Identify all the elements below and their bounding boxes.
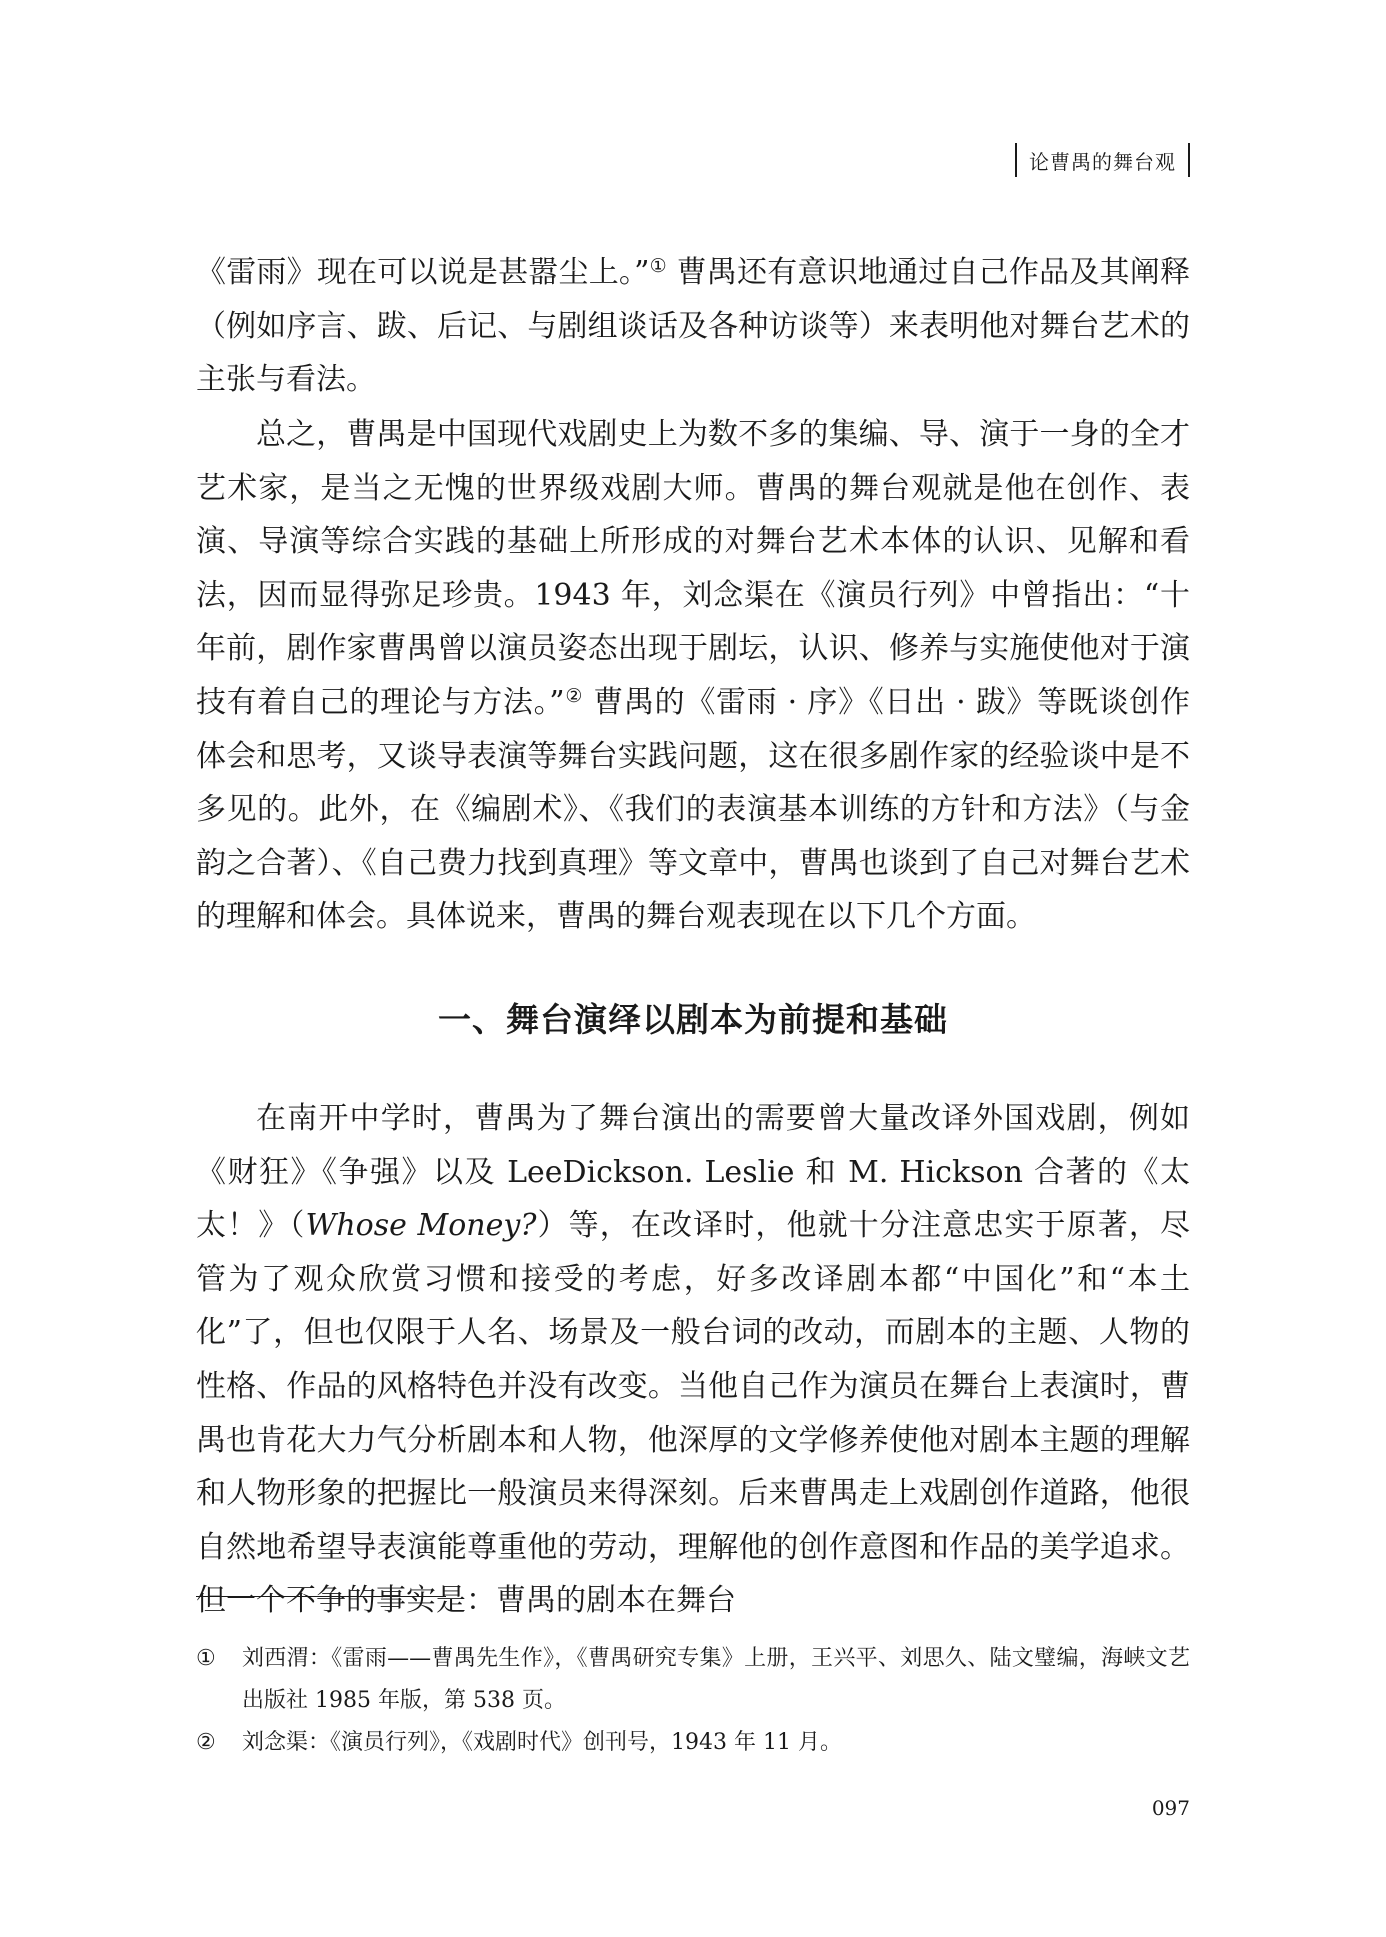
footnote-ref-1[interactable]: ① [649,255,667,277]
section-heading: 一、舞台演绎以剧本为前提和基础 [438,1000,948,1039]
footnote-1 [196,1638,1190,1722]
paragraph-2 [196,408,1190,944]
paragraph-2-text-b: 曹禺的《雷雨 · 序》《日出 · 跋》等既谈创作体会和思考，又谈导表演等舞台实践问题，这在很多剧作家的经验谈中是不多见的。此外，在《编剧术》、《我们的表演基本训练的方针和方法》（与金韵之合著）、《自己费力找到真理》等文章中，曹禺也谈到了自己对舞台艺术的理解和体会。具体说来，曹禺的舞台观表现在以下几个方面。 [196,684,1190,935]
paragraph-3 [196,1092,1190,1628]
page-number: 097 [1151,1796,1190,1820]
paragraph-1 [196,246,1190,407]
footnote-2 [196,1722,1190,1764]
paragraph-3-text-a: 在南开中学时，曹禺为了舞台演出的需要曾大量改译外国戏剧，例如《财狂》《争强》以及 LeeDickson. Leslie 和 M. Hickson 合著的《太太！》（ [196,1101,1190,1244]
footnote-1-mark: ① [196,1646,216,1671]
header-right-bar [1188,143,1190,177]
footnote-1-text: 刘西渭：《雷雨——曹禺先生作》，《曹禺研究专集》上册，王兴平、刘思久、陆文璧编，海峡文艺出版社 1985 年版，第 538 页。 [242,1646,1190,1713]
footnote-divider [196,1596,446,1597]
footnote-ref-2[interactable]: ② [564,684,584,707]
running-header [1015,140,1190,180]
footnote-2-text: 刘念渠：《演员行列》，《戏剧时代》创刊号，1943 年 11 月。 [242,1730,842,1755]
running-header-title: 论曹禺的舞台观 [1029,149,1176,174]
footnotes [196,1638,1190,1764]
paragraph-2-text-a: 总之，曹禺是中国现代戏剧史上为数不多的集编、导、演于一身的全才艺术家，是当之无愧的世界级戏剧大师。曹禺的舞台观就是他在创作、表演、导演等综合实践的基础上所形成的对舞台艺术本体的认识、见解和看法，因而显得弥足珍贵。1943 年，刘念渠在《演员行列》中曾指出：“十年前，剧作家曹禺曾以演员姿态出现于剧坛，认识、修养与实施使他对于演技有着自己的理论与方法。” [196,417,1190,720]
paragraph-3-text-b: ）等，在改译时，他就十分注意忠实于原著，尽管为了观众欣赏习惯和接受的考虑，好多改译剧本都“中国化”和“本土化”了，但也仅限于人名、场景及一般台词的改动，而剧本的主题、人物的性格、作品的风格特色并没有改变。当他自己作为演员在舞台上表演时，曹禺也肯花大力气分析剧本和人物，他深厚的文学修养使他对剧本主题的理解和人物形象的把握比一般演员来得深刻。后来曹禺走上戏剧创作道路，他很自然地希望导表演能尊重他的劳动，理解他的创作意图和作品的美学追求。但一个不争的事实是：曹禺的剧本在舞台 [196,1208,1191,1619]
paragraph-1-text-a: 《雷雨》现在可以说是甚嚣尘上。” [196,255,650,290]
paragraph-1-text-b: 曹禺还有意识地通过自己作品及其阐释（例如序言、跋、后记、与剧组谈话及各种访谈等）来表明他对舞台艺术的主张与看法。 [196,255,1190,398]
paragraph-3-italic-title: Whose Money? [305,1208,537,1244]
footnote-2-mark: ② [196,1730,216,1755]
